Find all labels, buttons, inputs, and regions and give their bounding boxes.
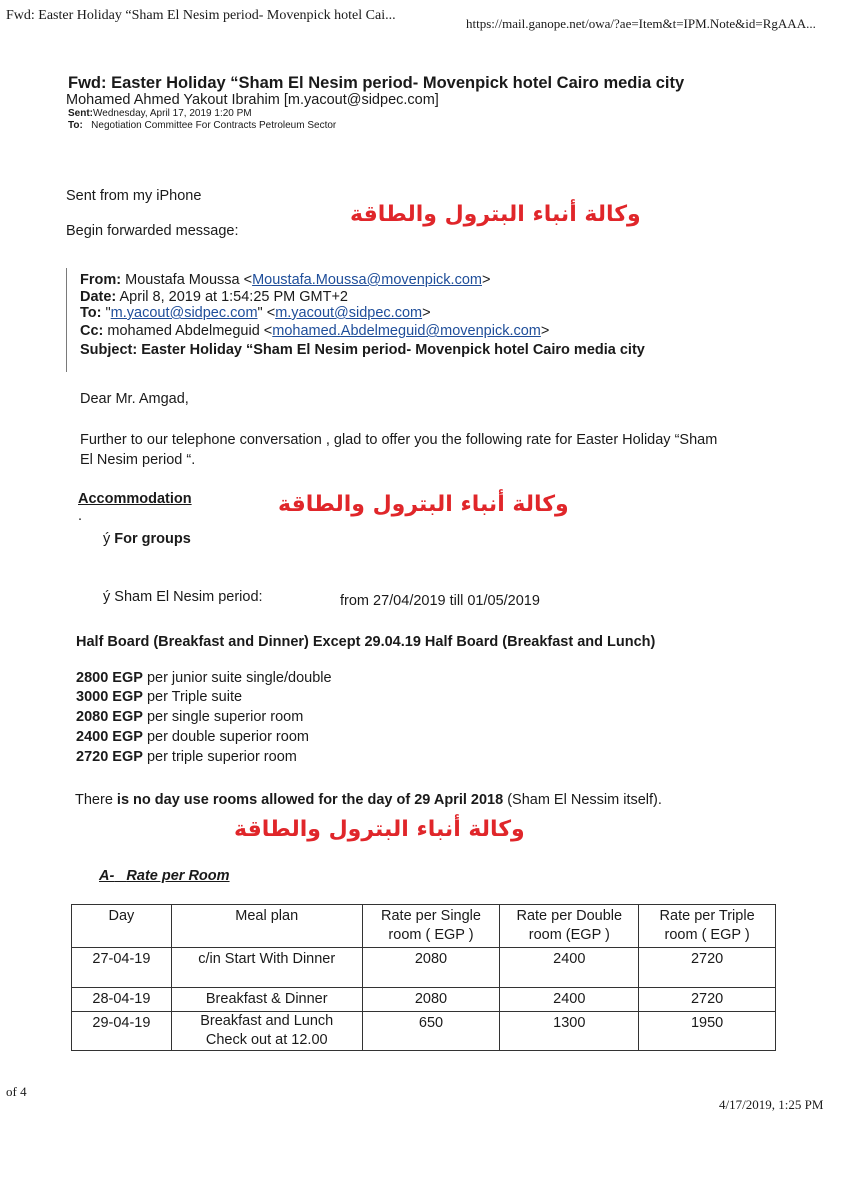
paragraph-line-1: Further to our telephone conversation , glad to offer you the following rate for Easter Holiday “Sham [80,432,718,448]
rate-price: 2080 EGP [76,709,143,725]
fwd-date-value: April 8, 2019 at 1:54:25 PM GMT+2 [119,289,348,305]
table-row [72,988,776,1012]
fwd-from-name: Moustafa Moussa < [125,272,253,288]
rate-line [76,709,303,725]
table-row [72,1012,776,1051]
table-row [72,948,776,988]
rate-desc: per junior suite single/double [142,670,332,686]
cell-triple: 2720 [639,988,776,1012]
rate-desc: per Triple suite [142,689,243,705]
cell-day: 28-04-19 [72,988,172,1012]
fwd-to-email-link[interactable]: m.yacout@sidpec.com [275,305,423,321]
fwd-cc-label: Cc: [80,323,104,339]
th-rate-double: Rate per Double room (EGP ) [500,905,639,948]
to-label: To: [68,120,83,131]
th-rate-single: Rate per Single room ( EGP ) [362,905,500,948]
th-meal-plan: Meal plan [171,905,362,948]
rate-table [71,904,776,1051]
th-day: Day [72,905,172,948]
for-groups-label: For groups [114,531,191,547]
cell-meal: Breakfast & Dinner [171,988,362,1012]
bullet-glyph: ý [103,531,111,547]
fwd-from-label: From: [80,272,122,288]
note-bold: is no day use rooms allowed for the day of 29 April 2018 [116,792,504,808]
cell-day: 29-04-19 [72,1012,172,1051]
bullet-period [103,589,263,605]
fwd-cc-name: mohamed Abdelmeguid < [107,323,273,339]
fwd-from-line [80,272,490,288]
print-timestamp: 4/17/2019, 1:25 PM [719,1097,824,1112]
bullet-glyph: ý [103,589,111,605]
rate-desc: per double superior room [142,729,309,745]
watermark-1: وكالة أنباء البترول والطاقة [350,202,641,227]
quote-bar [66,268,67,372]
greeting: Dear Mr. Amgad, [80,391,189,407]
section-a-label: A- [99,868,115,884]
accommodation-heading: Accommodation [78,491,192,507]
period-range: from 27/04/2019 till 01/05/2019 [340,593,540,609]
begin-forwarded: Begin forwarded message: [66,223,239,239]
fwd-subject-value: Easter Holiday “Sham El Nesim period- Movenpick hotel Cairo media city [141,342,645,358]
fwd-from-close: > [481,272,491,288]
sent-value: Wednesday, April 17, 2019 1:20 PM [93,108,252,119]
cell-single: 650 [362,1012,500,1051]
day-use-note [75,792,662,808]
watermark-2: وكالة أنباء البترول والطاقة [278,492,569,517]
fwd-to-name-link[interactable]: m.yacout@sidpec.com [110,305,258,321]
period-label: Sham El Nesim period: [114,589,263,605]
fwd-subject-label: Subject: [80,342,138,358]
rate-price: 2720 EGP [76,749,143,765]
rate-line [76,689,242,705]
to-value: Negotiation Committee For Contracts Petroleum Sector [91,120,337,131]
watermark-3: وكالة أنباء البترول والطاقة [234,817,525,842]
fwd-cc-line [80,323,549,339]
cell-meal: Breakfast and Lunch Check out at 12.00 [171,1012,362,1051]
fwd-to-label: To: [80,305,102,321]
rate-line [76,749,297,765]
fwd-date-label: Date: [80,289,117,305]
cell-meal: c/in Start With Dinner [171,948,362,988]
fwd-date-line [80,289,348,305]
email-sent-line [68,108,252,119]
cell-triple: 2720 [639,948,776,988]
cell-triple: 1950 [639,1012,776,1051]
cell-single: 2080 [362,988,500,1012]
fwd-subject-line [80,342,645,358]
rate-price: 3000 EGP [76,689,143,705]
fwd-cc-close: > [540,323,550,339]
page-count: of 4 [6,1084,27,1099]
email-subject: Fwd: Easter Holiday “Sham El Nesim period- Movenpick hotel Cairo media city [68,74,685,92]
half-board-note: Half Board (Breakfast and Dinner) Except 29.04.19 Half Board (Breakfast and Lunch) [76,634,656,650]
cell-single: 2080 [362,948,500,988]
fwd-to-quote-open: " [105,305,111,321]
print-header-title: Fwd: Easter Holiday “Sham El Nesim period- Movenpick hotel Cai... [6,8,396,23]
print-header-url: https://mail.ganope.net/owa/?ae=Item&t=IPM.Note&id=RgAAA... [466,16,816,31]
section-a-title: Rate per Room [126,868,230,884]
email-sender: Mohamed Ahmed Yakout Ibrahim [m.yacout@sidpec.com] [66,92,439,108]
rate-price: 2800 EGP [76,670,143,686]
paragraph-line-2: El Nesim period “. [80,452,196,468]
rate-desc: per single superior room [142,709,304,725]
th-rate-triple: Rate per Triple room ( EGP ) [639,905,776,948]
section-a-heading [99,868,230,884]
cell-double: 2400 [500,948,639,988]
fwd-to-line [80,305,431,321]
sent-label: Sent: [68,108,93,119]
fwd-to-mid: " < [257,305,276,321]
stray-dot: . [78,508,83,524]
cell-double: 1300 [500,1012,639,1051]
rate-line [76,670,332,686]
table-header-row [72,905,776,948]
email-to-line [68,120,336,131]
fwd-from-email-link[interactable]: Moustafa.Moussa@movenpick.com [252,272,482,288]
fwd-cc-email-link[interactable]: mohamed.Abdelmeguid@movenpick.com [272,323,541,339]
bullet-for-groups [103,531,191,547]
rate-line [76,729,309,745]
sent-from-iphone: Sent from my iPhone [66,188,202,204]
cell-double: 2400 [500,988,639,1012]
fwd-to-close: > [422,305,431,321]
note-post: (Sham El Nessim itself). [503,792,662,808]
rate-desc: per triple superior room [142,749,297,765]
cell-day: 27-04-19 [72,948,172,988]
note-pre: There [75,792,117,808]
rate-price: 2400 EGP [76,729,143,745]
